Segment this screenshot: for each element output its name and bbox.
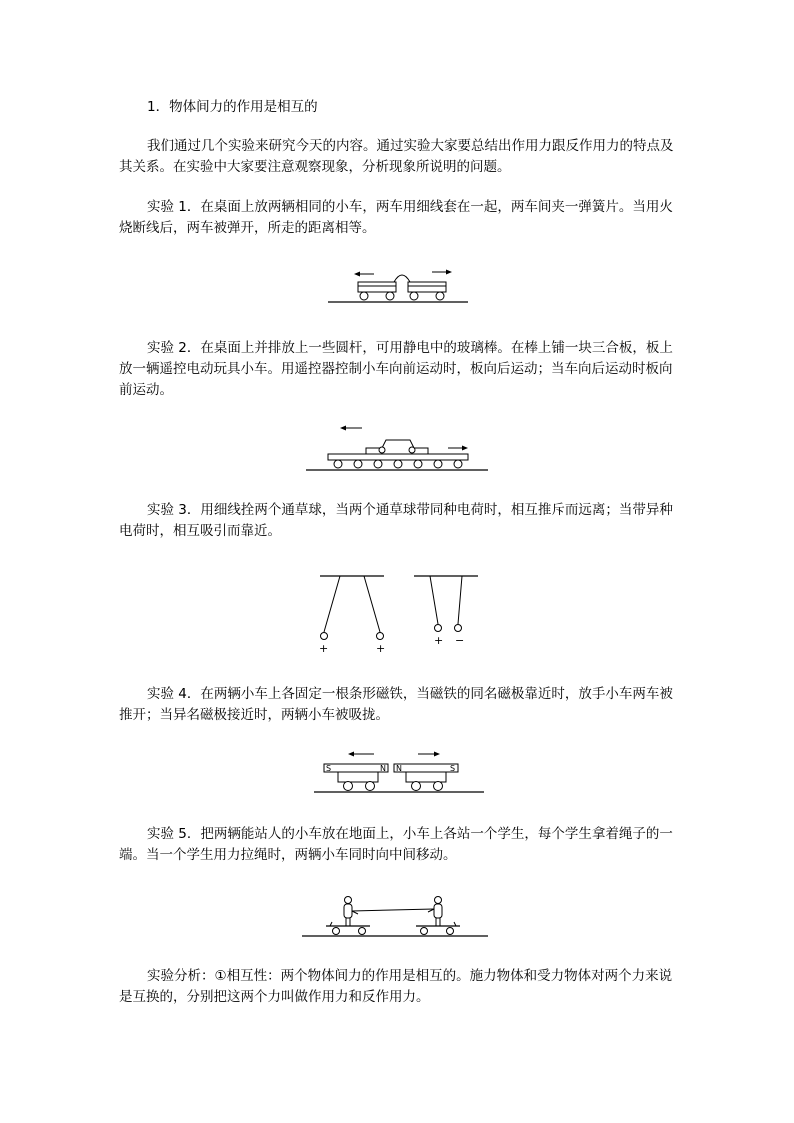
experiment-1-figure <box>328 262 470 306</box>
magnet-pole: S <box>450 764 456 773</box>
charge-label: + <box>376 642 386 655</box>
analysis-paragraph: 实验分析：①相互性：两个物体间力的作用是相互的。施力物体和受力物体对两个力来说是互换的，分别把这两个力叫做作用力和反作用力。 <box>119 968 673 1005</box>
magnet-pole: N <box>396 764 402 773</box>
experiment-5-figure <box>302 894 490 938</box>
section-heading: 1．物体间力的作用是相互的 <box>147 99 318 115</box>
experiment-2-text: 实验 2．在桌面上并排放上一些圆杆，可用静电中的玻璃棒。在棒上铺一块三合板，板上放一辆遥控电动玩具小车。用遥控器控制小车向前运动时，板向后运动；当车向后运动时板向前运动。 <box>119 340 673 398</box>
experiment-5-text: 实验 5．把两辆能站人的小车放在地面上，小车上各站一个学生，每个学生拿着绳子的一端。当一个学生用力拉绳时，两辆小车同时向中间移动。 <box>119 826 673 863</box>
magnet-pole: N <box>380 764 386 773</box>
experiment-4-figure <box>314 748 486 796</box>
charge-label: + <box>319 642 329 655</box>
experiment-3-figure <box>318 572 482 658</box>
charge-label: + <box>434 634 444 647</box>
experiment-1-text: 实验 1．在桌面上放两辆相同的小车，两车用细线套在一起，两车间夹一弹簧片。当用火烧断线后，两车被弹开，所走的距离相等。 <box>119 199 673 236</box>
charge-label: − <box>455 634 465 647</box>
experiment-2-figure <box>306 424 490 474</box>
experiment-3-text: 实验 3．用细线拴两个通草球，当两个通草球带同种电荷时，相互推斥而远离；当带异种电荷时，相互吸引而靠近。 <box>119 502 673 539</box>
experiment-4-text: 实验 4．在两辆小车上各固定一根条形磁铁，当磁铁的同名磁极靠近时，放手小车两车被推开；当异名磁极接近时，两辆小车被吸拢。 <box>119 686 673 723</box>
intro-paragraph: 我们通过几个实验来研究今天的内容。通过实验大家要总结出作用力跟反作用力的特点及其关系。在实验中大家要注意观察现象，分析现象所说明的问题。 <box>119 138 674 175</box>
magnet-pole: S <box>326 764 332 773</box>
